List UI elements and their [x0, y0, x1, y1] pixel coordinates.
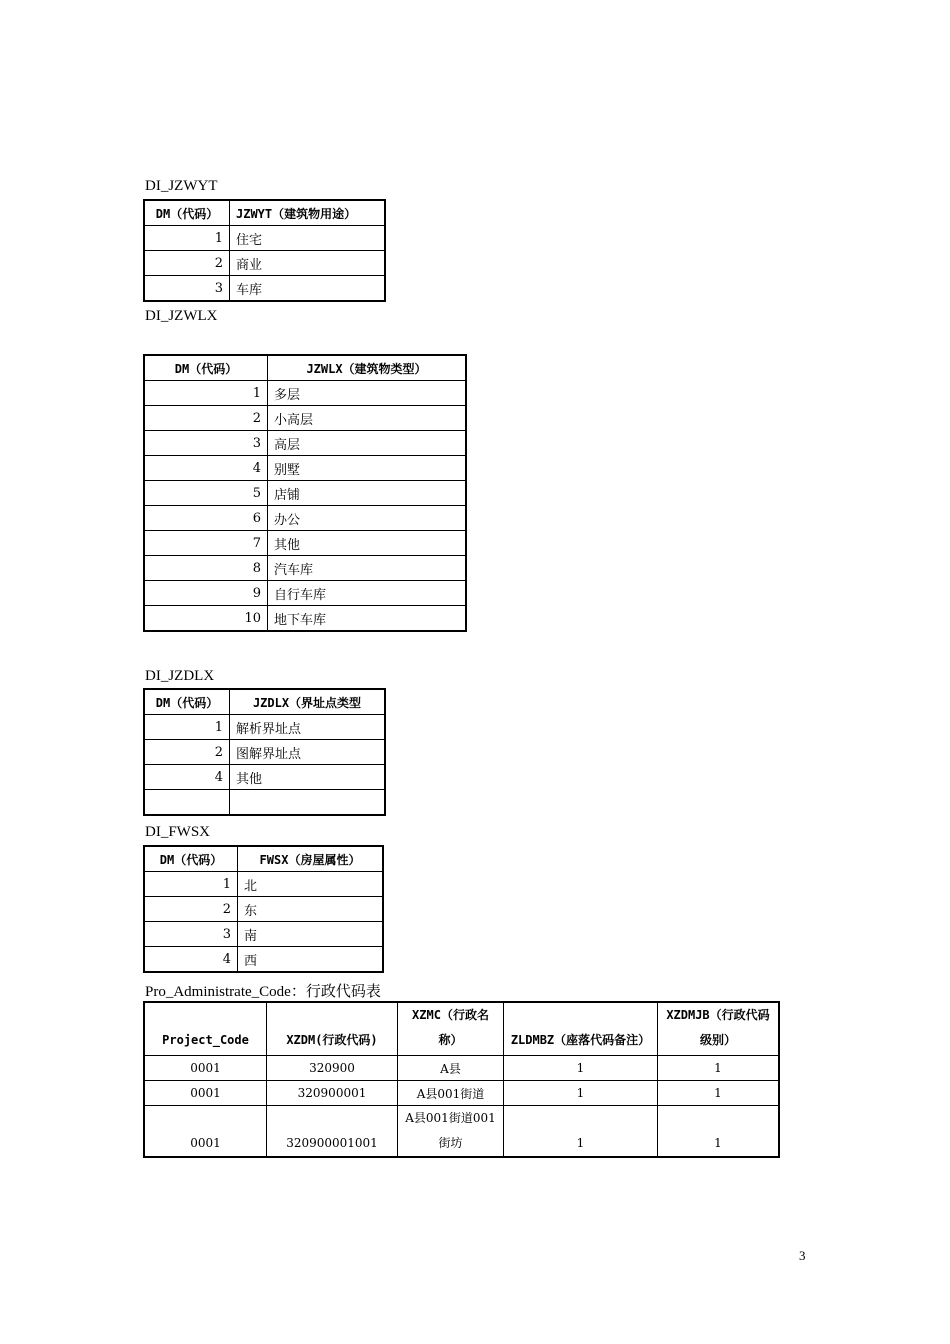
table-header-row: [144, 689, 385, 715]
table-cell: 地下车库: [268, 606, 467, 632]
table-cell: 4: [144, 765, 230, 790]
table-cell: 商业: [230, 251, 386, 276]
table-cell: 1: [658, 1081, 780, 1106]
table-caption-jzwlx: DI_JZWLX: [145, 308, 218, 324]
column-header: XZMC（行政名称）: [398, 1002, 504, 1056]
table-cell: 4: [144, 456, 268, 481]
table-caption-jzdlx: DI_JZDLX: [145, 668, 215, 684]
table-row: [144, 1056, 779, 1081]
table-cell: 自行车库: [268, 581, 467, 606]
column-header: Project_Code: [144, 1002, 267, 1056]
table-row: [144, 740, 385, 765]
table-row: [144, 581, 466, 606]
table-row: [144, 276, 385, 302]
table-cell: 2: [144, 897, 238, 922]
table-cell: 车库: [230, 276, 386, 302]
column-header: JZWLX（建筑物类型）: [268, 355, 467, 381]
table-row: [144, 765, 385, 790]
table-row: [144, 431, 466, 456]
table-row: [144, 790, 385, 816]
table-row: [144, 897, 383, 922]
table-cell: 其他: [230, 765, 386, 790]
column-header: ZLDMBZ（座落代码备注）: [504, 1002, 658, 1056]
table-cell: 320900001001: [267, 1106, 398, 1158]
table-header-row: [144, 200, 385, 226]
table-cell: 2: [144, 740, 230, 765]
table-caption-fwsx: DI_FWSX: [145, 824, 211, 840]
table-row: [144, 1106, 779, 1158]
table-cell: 办公: [268, 506, 467, 531]
table-cell: 5: [144, 481, 268, 506]
table-cell: 1: [144, 715, 230, 740]
table-cell: 320900001: [267, 1081, 398, 1106]
table-cell: 店铺: [268, 481, 467, 506]
page-number: 3: [799, 1248, 806, 1263]
table-cell: 图解界址点: [230, 740, 386, 765]
table-row: [144, 872, 383, 897]
table-cell: 汽车库: [268, 556, 467, 581]
table-cell: 1: [658, 1056, 780, 1081]
column-header: DM（代码）: [144, 846, 238, 872]
table-cell: 0001: [144, 1081, 267, 1106]
table-cell: 小高层: [268, 406, 467, 431]
table-cell: 解析界址点: [230, 715, 386, 740]
table-cell: A县001街道001街坊: [398, 1106, 504, 1158]
table-cell: 6: [144, 506, 268, 531]
column-header: DM（代码）: [144, 355, 268, 381]
table-row: [144, 251, 385, 276]
column-header: JZDLX（界址点类型: [230, 689, 386, 715]
table-cell: 1: [658, 1106, 780, 1158]
table-row: [144, 556, 466, 581]
table-cell: 4: [144, 947, 238, 973]
table-cell: 1: [144, 226, 230, 251]
table-jzwlx: [143, 354, 467, 632]
table-header-row: [144, 355, 466, 381]
column-header: DM（代码）: [144, 200, 230, 226]
table-header-row: [144, 1002, 779, 1056]
table-cell: 10: [144, 606, 268, 632]
table-row: [144, 226, 385, 251]
table-cell: 高层: [268, 431, 467, 456]
table-admin-code: [143, 1001, 780, 1158]
table-cell: 2: [144, 406, 268, 431]
table-cell: 西: [238, 947, 384, 973]
table-cell: 0001: [144, 1056, 267, 1081]
column-header: FWSX（房屋属性）: [238, 846, 384, 872]
table-cell: 3: [144, 431, 268, 456]
table-cell: 0001: [144, 1106, 267, 1158]
table-cell: 1: [144, 381, 268, 406]
table-cell: A县001街道: [398, 1081, 504, 1106]
table-cell: 1: [504, 1106, 658, 1158]
table-row: [144, 715, 385, 740]
table-cell: 2: [144, 251, 230, 276]
table-cell: 3: [144, 922, 238, 947]
table-cell: [144, 790, 230, 816]
table-cell: 别墅: [268, 456, 467, 481]
table-cell: 住宅: [230, 226, 386, 251]
table-row: [144, 406, 466, 431]
table-cell: 320900: [267, 1056, 398, 1081]
column-header: DM（代码）: [144, 689, 230, 715]
table-row: [144, 922, 383, 947]
table-cell: 其他: [268, 531, 467, 556]
column-header: XZDM(行政代码): [267, 1002, 398, 1056]
table-cell: 1: [504, 1081, 658, 1106]
table-cell: 3: [144, 276, 230, 302]
table-header-row: [144, 846, 383, 872]
table-cell: 南: [238, 922, 384, 947]
table-row: [144, 1081, 779, 1106]
table-row: [144, 456, 466, 481]
table-cell: 1: [144, 872, 238, 897]
table-cell: 7: [144, 531, 268, 556]
table-cell: [230, 790, 386, 816]
column-header: XZDMJB（行政代码级别）: [658, 1002, 780, 1056]
table-caption-admin-code: Pro_Administrate_Code：行政代码表: [145, 984, 381, 1000]
table-jzdlx: [143, 688, 386, 816]
table-cell: 东: [238, 897, 384, 922]
table-fwsx: [143, 845, 384, 973]
table-cell: A县: [398, 1056, 504, 1081]
table-cell: 多层: [268, 381, 467, 406]
table-row: [144, 531, 466, 556]
table-cell: 1: [504, 1056, 658, 1081]
column-header: JZWYT（建筑物用途）: [230, 200, 386, 226]
table-cell: 9: [144, 581, 268, 606]
table-row: [144, 481, 466, 506]
table-jzwyt: [143, 199, 386, 302]
table-cell: 北: [238, 872, 384, 897]
table-row: [144, 506, 466, 531]
table-row: [144, 947, 383, 973]
table-cell: 8: [144, 556, 268, 581]
table-caption-jzwyt: DI_JZWYT: [145, 178, 218, 194]
table-row: [144, 606, 466, 632]
table-row: [144, 381, 466, 406]
